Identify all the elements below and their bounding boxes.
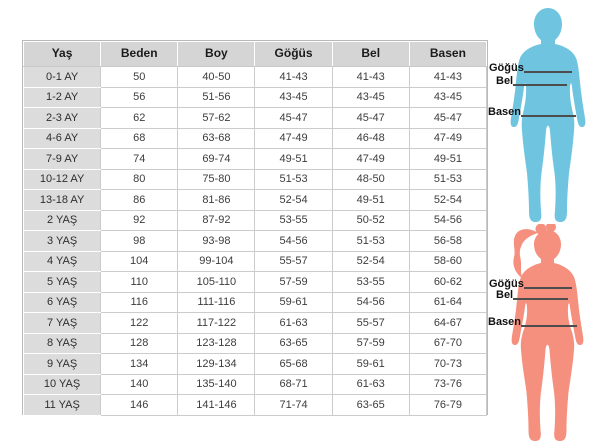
row-label-cell: 0-1 AY	[24, 67, 101, 88]
male-chest-label: Göğüs	[489, 62, 524, 74]
male-hip-label: Basen	[488, 106, 522, 118]
value-cell: 76-79	[409, 395, 486, 416]
row-label-cell: 7-9 AY	[24, 149, 101, 170]
row-label-cell: 7 YAŞ	[24, 313, 101, 334]
row-label-cell: 2 YAŞ	[24, 210, 101, 231]
value-cell: 53-55	[255, 210, 332, 231]
row-label-cell: 4-6 AY	[24, 128, 101, 149]
value-cell: 41-43	[255, 67, 332, 88]
table-row	[24, 313, 487, 334]
value-cell: 58-60	[409, 251, 486, 272]
value-cell: 51-53	[332, 231, 409, 252]
value-cell: 63-65	[255, 333, 332, 354]
female-chest-measure-line	[524, 287, 572, 289]
value-cell: 55-57	[332, 313, 409, 334]
female-waist-measure	[496, 290, 568, 301]
table-row	[24, 169, 487, 190]
table-row	[24, 149, 487, 170]
table-row	[24, 333, 487, 354]
value-cell: 146	[101, 395, 178, 416]
value-cell: 41-43	[409, 67, 486, 88]
row-label-cell: 8 YAŞ	[24, 333, 101, 354]
value-cell: 61-64	[409, 292, 486, 313]
table-row	[24, 190, 487, 211]
value-cell: 122	[101, 313, 178, 334]
female-silhouette	[498, 224, 598, 444]
value-cell: 40-50	[178, 67, 255, 88]
value-cell: 47-49	[332, 149, 409, 170]
value-cell: 74	[101, 149, 178, 170]
value-cell: 105-110	[178, 272, 255, 293]
table-row	[24, 108, 487, 129]
female-silhouette-icon	[498, 224, 598, 444]
value-cell: 75-80	[178, 169, 255, 190]
value-cell: 47-49	[409, 128, 486, 149]
row-label-cell: 1-2 AY	[24, 87, 101, 108]
size-table	[23, 41, 487, 416]
value-cell: 111-116	[178, 292, 255, 313]
value-cell: 69-74	[178, 149, 255, 170]
column-header: Basen	[409, 42, 486, 67]
value-cell: 104	[101, 251, 178, 272]
value-cell: 80	[101, 169, 178, 190]
value-cell: 116	[101, 292, 178, 313]
value-cell: 123-128	[178, 333, 255, 354]
column-header: Yaş	[24, 42, 101, 67]
value-cell: 50-52	[332, 210, 409, 231]
value-cell: 59-61	[255, 292, 332, 313]
table-header-row	[24, 42, 487, 67]
value-cell: 71-74	[255, 395, 332, 416]
value-cell: 48-50	[332, 169, 409, 190]
value-cell: 52-54	[332, 251, 409, 272]
table-row	[24, 395, 487, 416]
value-cell: 59-61	[332, 354, 409, 375]
value-cell: 43-45	[409, 87, 486, 108]
value-cell: 51-53	[409, 169, 486, 190]
value-cell: 53-55	[332, 272, 409, 293]
value-cell: 45-47	[409, 108, 486, 129]
row-label-cell: 9 YAŞ	[24, 354, 101, 375]
table-row	[24, 87, 487, 108]
value-cell: 86	[101, 190, 178, 211]
value-cell: 47-49	[255, 128, 332, 149]
value-cell: 70-73	[409, 354, 486, 375]
table-row	[24, 251, 487, 272]
value-cell: 57-59	[255, 272, 332, 293]
female-hip-measure-line	[521, 325, 577, 327]
value-cell: 55-57	[255, 251, 332, 272]
value-cell: 128	[101, 333, 178, 354]
value-cell: 68	[101, 128, 178, 149]
value-cell: 92	[101, 210, 178, 231]
female-hip-measure	[488, 317, 577, 328]
value-cell: 63-65	[332, 395, 409, 416]
table-row	[24, 231, 487, 252]
row-label-cell: 10-12 AY	[24, 169, 101, 190]
value-cell: 110	[101, 272, 178, 293]
value-cell: 129-134	[178, 354, 255, 375]
size-table-body	[24, 67, 487, 416]
value-cell: 43-45	[255, 87, 332, 108]
row-label-cell: 10 YAŞ	[24, 374, 101, 395]
table-row	[24, 210, 487, 231]
value-cell: 54-56	[409, 210, 486, 231]
value-cell: 141-146	[178, 395, 255, 416]
value-cell: 87-92	[178, 210, 255, 231]
value-cell: 54-56	[255, 231, 332, 252]
value-cell: 46-48	[332, 128, 409, 149]
value-cell: 60-62	[409, 272, 486, 293]
value-cell: 93-98	[178, 231, 255, 252]
row-label-cell: 5 YAŞ	[24, 272, 101, 293]
value-cell: 73-76	[409, 374, 486, 395]
male-hip-measure	[488, 107, 576, 118]
value-cell: 51-56	[178, 87, 255, 108]
male-chest-measure	[489, 63, 572, 74]
value-cell: 117-122	[178, 313, 255, 334]
row-label-cell: 4 YAŞ	[24, 251, 101, 272]
size-chart-table	[22, 40, 488, 415]
value-cell: 52-54	[409, 190, 486, 211]
male-chest-measure-line	[524, 71, 572, 73]
value-cell: 45-47	[255, 108, 332, 129]
value-cell: 62	[101, 108, 178, 129]
table-row	[24, 374, 487, 395]
value-cell: 52-54	[255, 190, 332, 211]
value-cell: 57-62	[178, 108, 255, 129]
table-row	[24, 292, 487, 313]
value-cell: 49-51	[255, 149, 332, 170]
value-cell: 65-68	[255, 354, 332, 375]
value-cell: 56	[101, 87, 178, 108]
value-cell: 64-67	[409, 313, 486, 334]
column-header: Göğüs	[255, 42, 332, 67]
female-hip-label: Basen	[488, 316, 522, 328]
value-cell: 98	[101, 231, 178, 252]
column-header: Beden	[101, 42, 178, 67]
row-label-cell: 2-3 AY	[24, 108, 101, 129]
row-label-cell: 6 YAŞ	[24, 292, 101, 313]
female-waist-measure-line	[513, 298, 568, 300]
value-cell: 51-53	[255, 169, 332, 190]
value-cell: 68-71	[255, 374, 332, 395]
table-row	[24, 354, 487, 375]
row-label-cell: 13-18 AY	[24, 190, 101, 211]
male-waist-measure-line	[513, 84, 567, 86]
value-cell: 43-45	[332, 87, 409, 108]
table-row	[24, 272, 487, 293]
male-waist-measure	[496, 76, 567, 87]
value-cell: 63-68	[178, 128, 255, 149]
value-cell: 61-63	[332, 374, 409, 395]
table-row	[24, 67, 487, 88]
column-header: Bel	[332, 42, 409, 67]
value-cell: 135-140	[178, 374, 255, 395]
value-cell: 61-63	[255, 313, 332, 334]
male-waist-label: Bel	[496, 75, 514, 87]
row-label-cell: 11 YAŞ	[24, 395, 101, 416]
value-cell: 54-56	[332, 292, 409, 313]
row-label-cell: 3 YAŞ	[24, 231, 101, 252]
value-cell: 81-86	[178, 190, 255, 211]
value-cell: 67-70	[409, 333, 486, 354]
value-cell: 45-47	[332, 108, 409, 129]
male-hip-measure-line	[521, 115, 576, 117]
value-cell: 140	[101, 374, 178, 395]
value-cell: 49-51	[332, 190, 409, 211]
female-waist-label: Bel	[496, 289, 514, 301]
value-cell: 50	[101, 67, 178, 88]
column-header: Boy	[178, 42, 255, 67]
value-cell: 56-58	[409, 231, 486, 252]
value-cell: 134	[101, 354, 178, 375]
value-cell: 49-51	[409, 149, 486, 170]
table-row	[24, 128, 487, 149]
value-cell: 99-104	[178, 251, 255, 272]
value-cell: 41-43	[332, 67, 409, 88]
value-cell: 57-59	[332, 333, 409, 354]
female-chest-label: Göğüs	[489, 278, 524, 290]
